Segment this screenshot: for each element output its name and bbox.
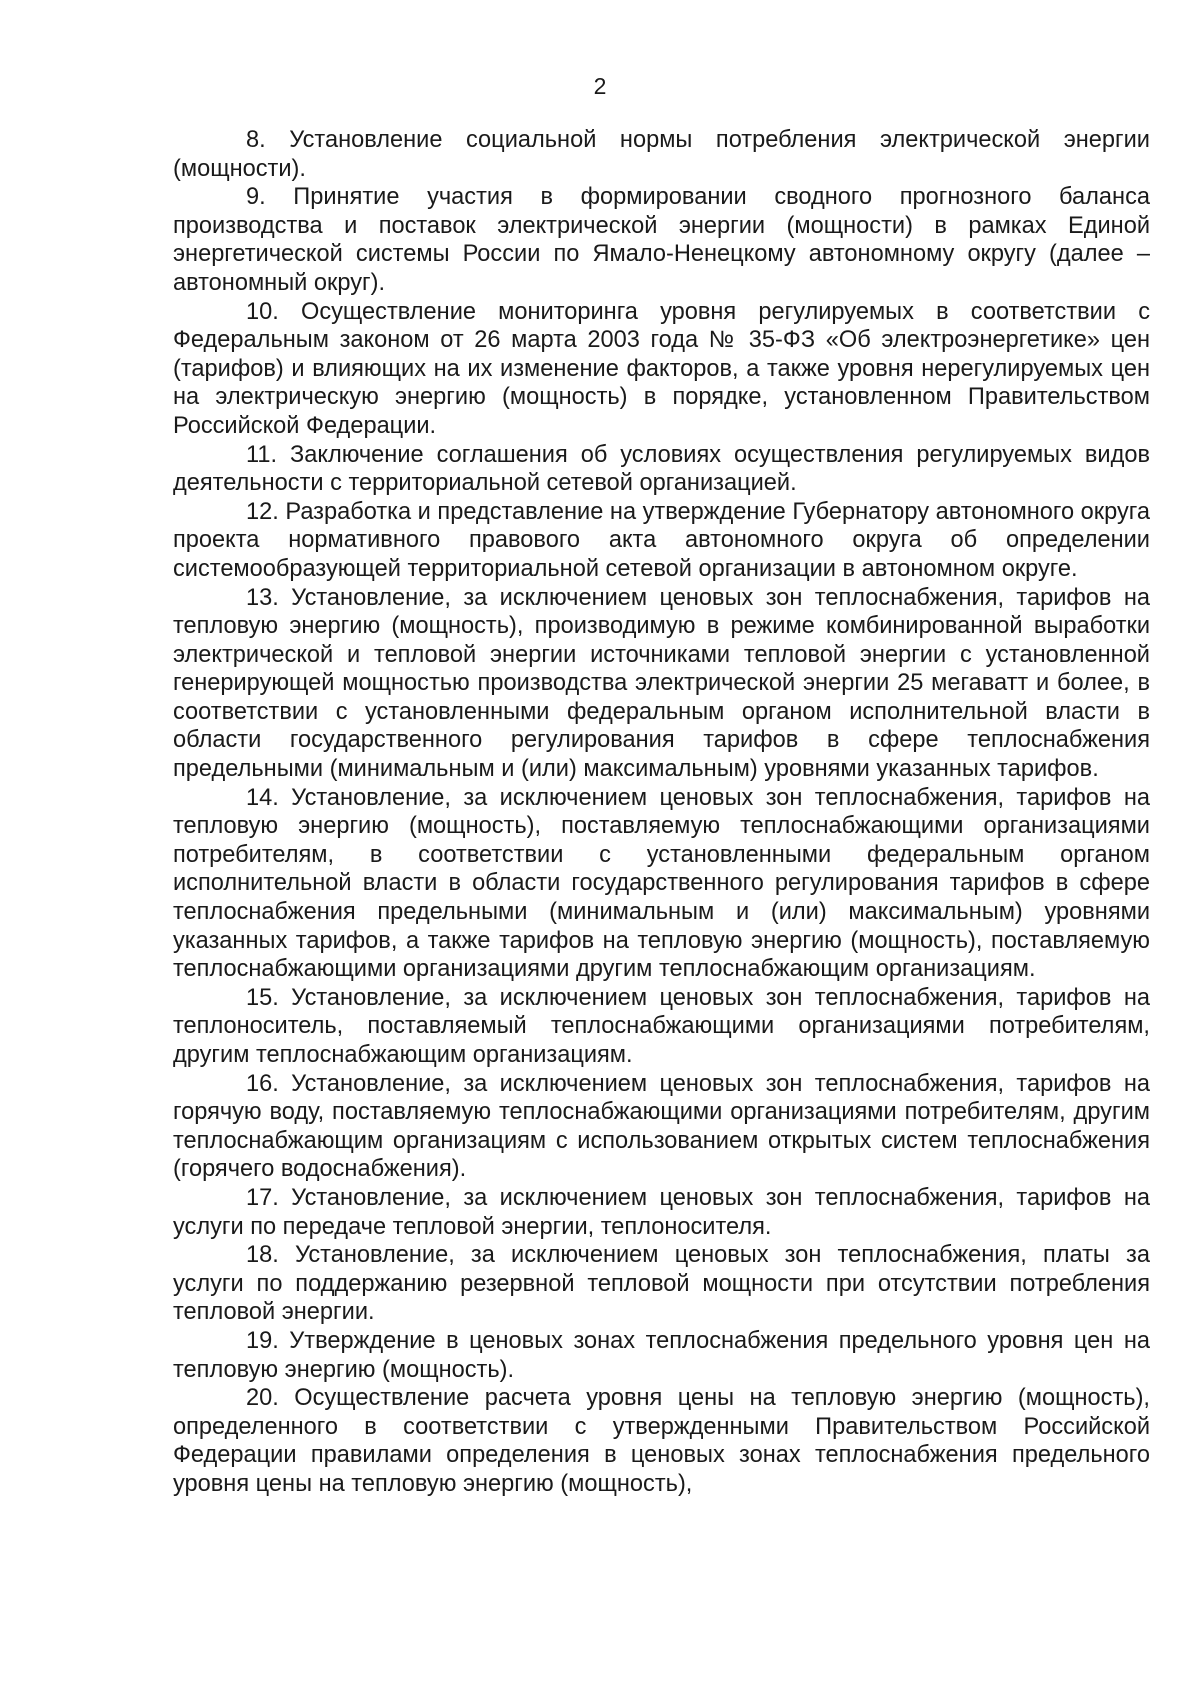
paragraph-9: 9. Принятие участия в формировании сводного прогнозного баланса производства и поставок электрической энергии (мощности) в рамках Единой энергетической системы России по Ямало-Ненецкому автономному округу (далее – автономный округ). xyxy=(173,184,1150,296)
paragraph-19: 19. Утверждение в ценовых зонах теплоснабжения предельного уровня цен на тепловую энергию (мощность). xyxy=(173,1327,1150,1383)
page-number: 2 xyxy=(593,73,607,99)
paragraph-20: 20. Осуществление расчета уровня цены на тепловую энергию (мощность), определенного в соответствии с утвержденными Правительством Российской Федерации правилами определения в ценовых зонах теплоснабжения предельного уровня цены на тепловую энергию (мощность), xyxy=(173,1385,1150,1497)
paragraph-13: 13. Установление, за исключением ценовых зон теплоснабжения, тарифов на тепловую энергию (мощность), производимую в режиме комбинированной выработки электрической и тепловой энергии источниками тепловой энергии с установленной генерирующей мощностью производства электрической энергии 25 мегаватт и более, в соответствии с установленными федеральным органом исполнительной власти в области государственного регулирования тарифов в сфере теплоснабжения предельными (минимальным и (или) максимальным) уровнями указанных тарифов. xyxy=(173,584,1150,783)
paragraph-10: 10. Осуществление мониторинга уровня регулируемых в соответствии с Федеральным законом от 26 марта 2003 года № 35-ФЗ «Об электроэнергетике» цен (тарифов) и влияющих на их изменение факторов, а также уровня нерегулируемых цен на электрическую энергию (мощность) в порядке, установленном Правительством Российской Федерации. xyxy=(173,298,1150,439)
document-body xyxy=(173,126,1150,1499)
paragraph-14: 14. Установление, за исключением ценовых зон теплоснабжения, тарифов на тепловую энергию (мощность), поставляемую теплоснабжающими организациями потребителям, в соответствии с установленными федеральным органом исполнительной власти в области государственного регулирования тарифов в сфере теплоснабжения предельными (минимальным и (или) максимальным) уровнями указанных тарифов, а также тарифов на тепловую энергию (мощность), поставляемую теплоснабжающими организациями другим теплоснабжающим организациям. xyxy=(173,784,1150,983)
paragraph-11: 11. Заключение соглашения об условиях осуществления регулируемых видов деятельности с территориальной сетевой организацией. xyxy=(173,441,1150,497)
paragraph-16: 16. Установление, за исключением ценовых зон теплоснабжения, тарифов на горячую воду, поставляемую теплоснабжающими организациями потребителям, другим теплоснабжающим организациям с использованием открытых систем теплоснабжения (горячего водоснабжения). xyxy=(173,1070,1150,1183)
paragraph-18: 18. Установление, за исключением ценовых зон теплоснабжения, платы за услуги по поддержанию резервной тепловой мощности при отсутствии потребления тепловой энергии. xyxy=(173,1242,1150,1326)
paragraph-17: 17. Установление, за исключением ценовых зон теплоснабжения, тарифов на услуги по передаче тепловой энергии, теплоносителя. xyxy=(173,1184,1150,1240)
paragraph-15: 15. Установление, за исключением ценовых зон теплоснабжения, тарифов на теплоноситель, поставляемый теплоснабжающими организациями потребителям, другим теплоснабжающим организациям. xyxy=(173,984,1150,1068)
paragraph-12: 12. Разработка и представление на утверждение Губернатору автономного округа проекта нормативного правового акта автономного округа об определении системообразующей территориальной сетевой организации в автономном округе. xyxy=(173,498,1150,582)
paragraph-8: 8. Установление социальной нормы потребления электрической энергии (мощности). xyxy=(173,127,1150,182)
